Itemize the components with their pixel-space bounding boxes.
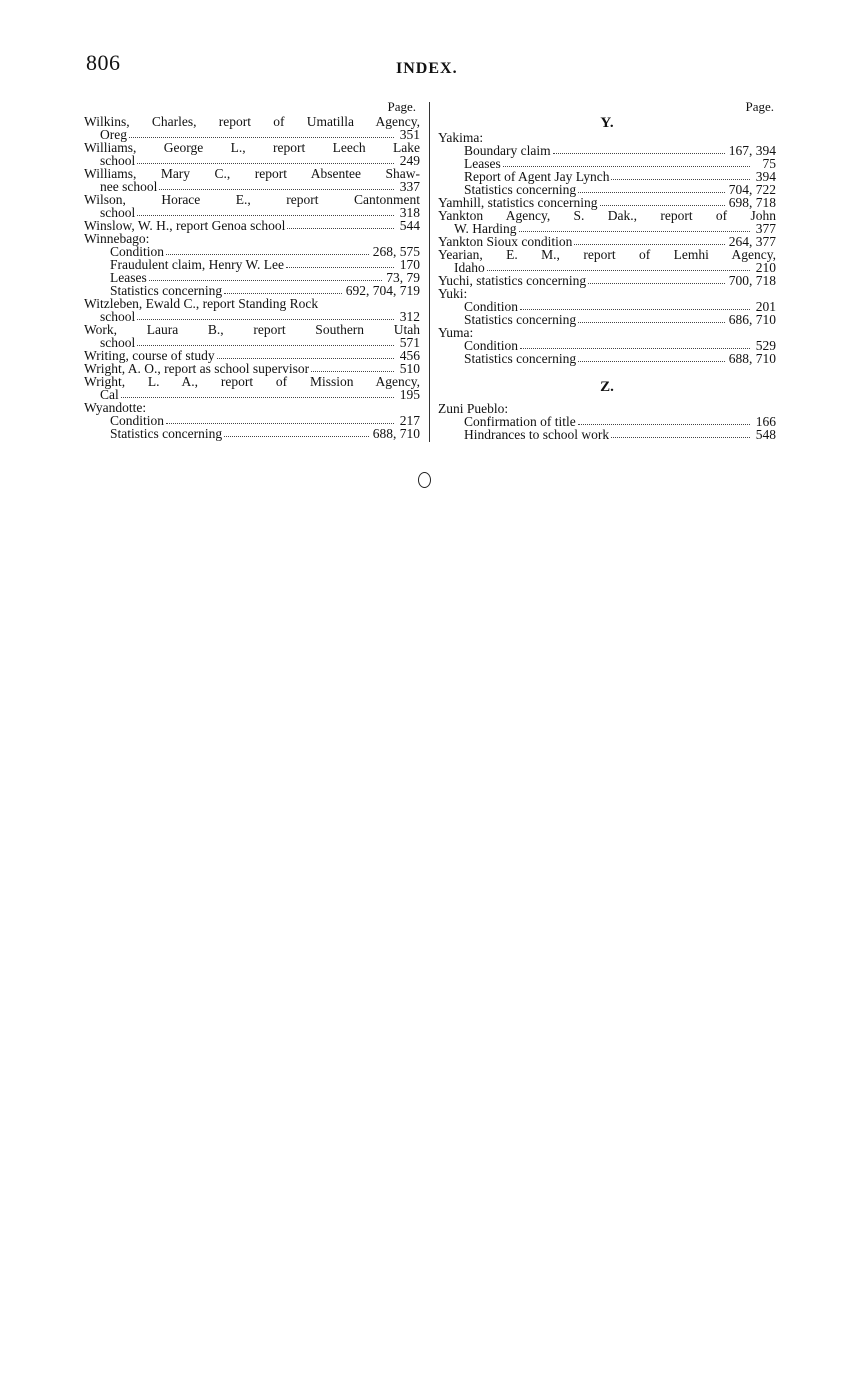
dot-leader [287, 228, 394, 229]
dot-leader [137, 319, 394, 320]
entry-page: 264, 377 [728, 234, 776, 249]
entry-text-cont: school [100, 335, 136, 350]
entry-text: Yankton Agency, S. Dak., report of John [438, 208, 776, 223]
entry-text: Winslow, W. H., report Genoa school [84, 218, 286, 233]
index-entry-williams-mary [84, 167, 420, 193]
sub-entry-text: Statistics concerning [464, 182, 577, 197]
entry-heading: Yuki: [438, 286, 468, 301]
dot-leader [520, 309, 750, 310]
entry-page: 456 [399, 348, 420, 363]
entry-page: 351 [399, 127, 420, 142]
index-column-left [84, 100, 420, 440]
index-entry-wilson [84, 193, 420, 219]
entry-page: 249 [399, 153, 420, 168]
entry-page: 510 [399, 361, 420, 376]
entry-page: 692, 704, 719 [345, 283, 420, 298]
sub-entry-text: Condition [110, 244, 165, 259]
entry-page: 571 [399, 335, 420, 350]
entry-heading: Yuma: [438, 325, 474, 340]
index-entry-wyandotte [84, 401, 420, 440]
sub-entry-text: Confirmation of title [464, 414, 576, 429]
index-entry-winnebago [84, 232, 420, 297]
entry-text: Yankton Sioux condition [438, 234, 573, 249]
entry-page: 548 [755, 427, 776, 442]
sub-entry [438, 313, 776, 326]
index-entry-yakima [438, 131, 776, 196]
dot-leader [137, 215, 394, 216]
sub-entry-text: Leases [110, 270, 147, 285]
dot-leader [588, 283, 725, 284]
entry-page: 377 [755, 221, 776, 236]
index-entry-zuni [438, 402, 776, 441]
index-entry-yuki [438, 287, 776, 326]
page-number: 806 [86, 50, 121, 75]
entry-page: 75 [762, 156, 776, 171]
entry-page: 700, 718 [728, 273, 776, 288]
sub-entry-text: Statistics concerning [110, 426, 223, 441]
dot-leader [519, 231, 751, 232]
dot-leader [311, 371, 394, 372]
dot-leader [286, 267, 394, 268]
index-entry-williams-george [84, 141, 420, 167]
sub-entry-text: Boundary claim [464, 143, 551, 158]
sub-entry-text: Fraudulent claim, Henry W. Lee [110, 257, 284, 272]
index-entry-yuchi [438, 274, 776, 287]
dot-leader [578, 322, 725, 323]
dot-leader [503, 166, 750, 167]
entry-page: 312 [399, 309, 420, 324]
index-entry-work [84, 323, 420, 349]
entry-text: Wilson, Horace E., report Cantonment [84, 192, 420, 207]
dot-leader [578, 192, 725, 193]
entry-page: 167, 394 [728, 143, 776, 158]
entry-page: 337 [399, 179, 420, 194]
index-entry-witzleben [84, 297, 420, 323]
sub-entry-text: Statistics concerning [464, 312, 577, 327]
entry-text: Wright, L. A., report of Mission Agency, [84, 374, 420, 389]
entry-page: 268, 575 [372, 244, 420, 259]
sub-entry [84, 427, 420, 440]
dot-leader [611, 437, 750, 438]
entry-page: 166 [755, 414, 776, 429]
entry-page: 201 [755, 299, 776, 314]
dot-leader [487, 270, 750, 271]
dot-leader [137, 345, 394, 346]
entry-heading: Yakima: [438, 130, 484, 145]
dot-leader [137, 163, 394, 164]
entry-text-cont: school [100, 309, 136, 324]
entry-page: 704, 722 [728, 182, 776, 197]
page-title: INDEX. [396, 60, 458, 77]
column-divider [429, 102, 430, 442]
dot-leader [166, 254, 369, 255]
dot-leader [224, 293, 342, 294]
index-entry-wright-la [84, 375, 420, 401]
entry-text-cont: Oreg [100, 127, 127, 142]
sub-entry [438, 352, 776, 365]
entry-page: 217 [399, 413, 420, 428]
dot-leader [166, 423, 394, 424]
entry-text-cont: nee school [100, 179, 158, 194]
sub-entry-text: Condition [110, 413, 165, 428]
dot-leader [578, 361, 725, 362]
entry-text: Yamhill, statistics concerning [438, 195, 598, 210]
entry-text: Yuchi, statistics concerning [438, 273, 587, 288]
dot-leader [520, 348, 750, 349]
entry-heading: Wyandotte: [84, 400, 147, 415]
entry-heading: Winnebago: [84, 231, 150, 246]
entry-text-cont: W. Harding [454, 221, 517, 236]
dot-leader [224, 436, 369, 437]
dot-leader [553, 153, 725, 154]
entry-text: Williams, George L., report Leech Lake [84, 140, 420, 155]
index-entry-wilkins [84, 115, 420, 141]
section-letter-y: Y. [600, 115, 614, 131]
entry-text-cont: school [100, 205, 136, 220]
sub-entry-text: Statistics concerning [464, 351, 577, 366]
dot-leader [611, 179, 750, 180]
dot-leader [217, 358, 394, 359]
sub-entry-text: Statistics concerning [110, 283, 223, 298]
sub-entry [438, 428, 776, 441]
sub-entry-text: Leases [464, 156, 501, 171]
sub-entry-text: Hindrances to school work [464, 427, 610, 442]
entry-page: 688, 710 [372, 426, 420, 441]
sub-entry-text: Condition [464, 299, 519, 314]
entry-page: 318 [399, 205, 420, 220]
dot-leader [159, 189, 394, 190]
page-column-label: Page. [387, 99, 416, 114]
entry-page: 698, 718 [728, 195, 776, 210]
index-entry-yankton [438, 209, 776, 235]
entry-text: Writing, course of study [84, 348, 215, 363]
entry-text-cont: school [100, 153, 136, 168]
entry-text-cont: Cal [100, 387, 119, 402]
entry-page: 686, 710 [728, 312, 776, 327]
sub-entry-text: Condition [464, 338, 519, 353]
entry-page: 210 [755, 260, 776, 275]
index-entry-yearian [438, 248, 776, 274]
entry-text: Wright, A. O., report as school supervisor [84, 361, 310, 376]
entry-page: 688, 710 [728, 351, 776, 366]
entry-text: Williams, Mary C., report Absentee Shaw- [84, 166, 420, 181]
dot-leader [121, 397, 394, 398]
end-of-index-mark [418, 472, 431, 488]
dot-leader [600, 205, 725, 206]
entry-page: 170 [399, 257, 420, 272]
entry-text-cont: Idaho [454, 260, 485, 275]
dot-leader [129, 137, 394, 138]
entry-page: 394 [755, 169, 776, 184]
index-entry-yuma [438, 326, 776, 365]
entry-page: 73, 79 [386, 270, 420, 285]
dot-leader [149, 280, 383, 281]
entry-text: Yearian, E. M., report of Lemhi Agency, [438, 247, 776, 262]
entry-heading: Zuni Pueblo: [438, 401, 509, 416]
index-column-right [438, 100, 776, 441]
page-column-label: Page. [745, 99, 774, 114]
entry-text: Work, Laura B., report Southern Utah [84, 322, 420, 337]
entry-page: 529 [755, 338, 776, 353]
dot-leader [578, 424, 750, 425]
entry-page: 544 [399, 218, 420, 233]
entry-text: Wilkins, Charles, report of Umatilla Agency, [84, 114, 420, 129]
entry-page: 195 [399, 387, 420, 402]
dot-leader [574, 244, 724, 245]
section-letter-z: Z. [600, 379, 614, 395]
sub-entry-text: Report of Agent Jay Lynch [464, 169, 610, 184]
entry-text: Witzleben, Ewald C., report Standing Rock [84, 296, 319, 311]
